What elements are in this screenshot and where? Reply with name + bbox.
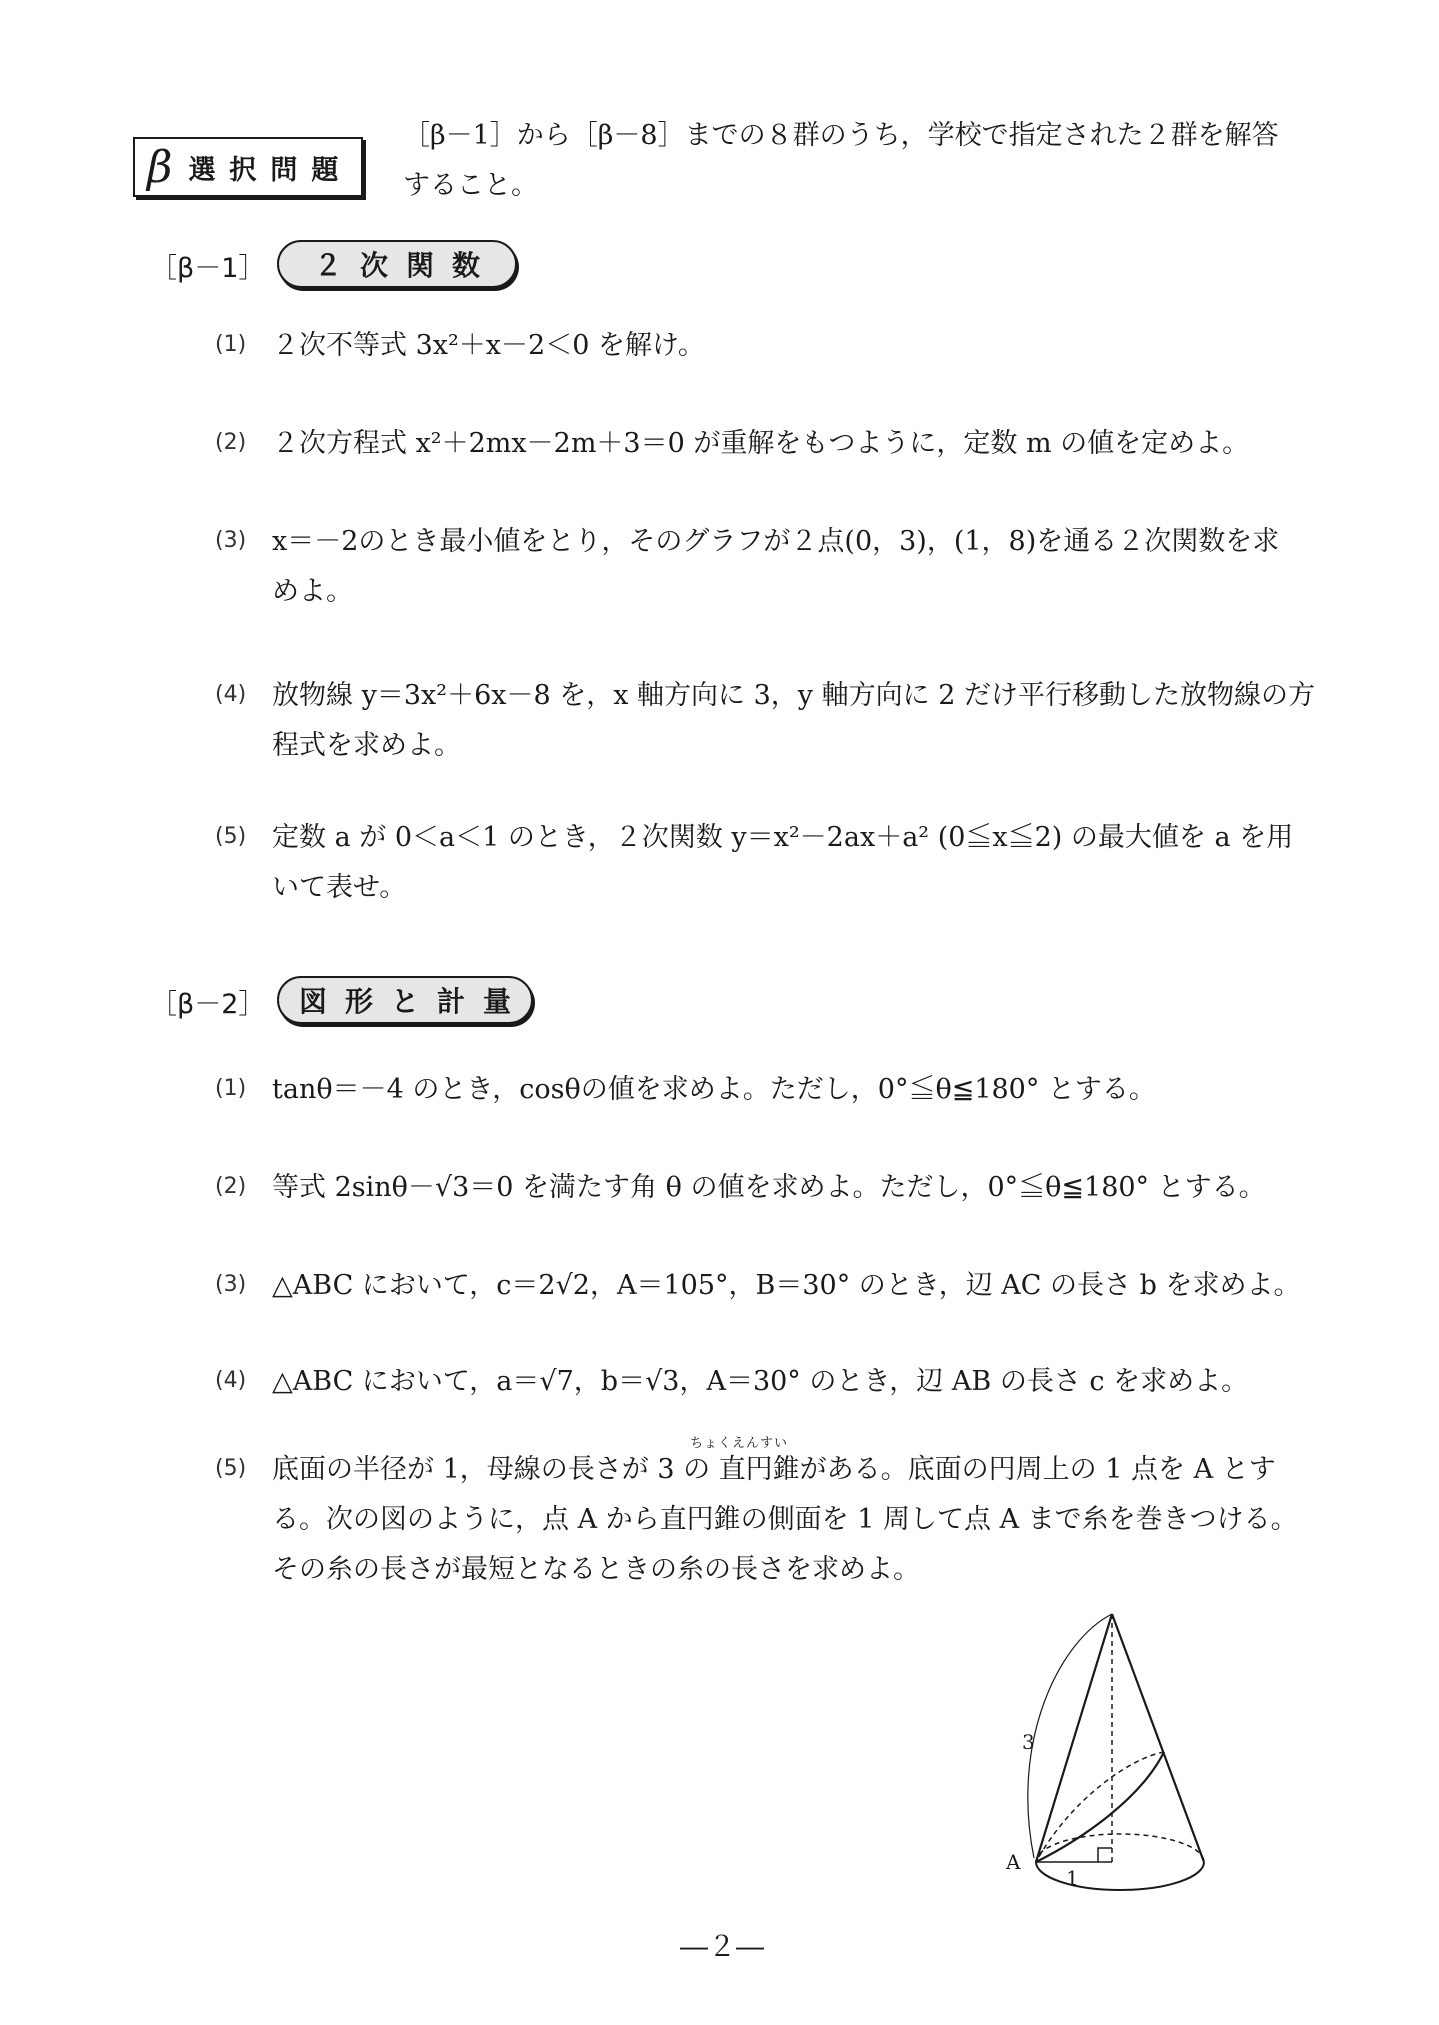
s1-q3-line-2: めよ。 xyxy=(272,576,353,607)
s1-q5-num: (5) xyxy=(215,824,247,849)
cone-left-edge xyxy=(1036,1614,1112,1862)
s2-q3-num: (3) xyxy=(215,1272,247,1297)
section-2-tag: ［β－2］ xyxy=(150,989,266,1020)
beta-label: 選択問題 xyxy=(188,154,353,186)
s2-q5-line-2: る。次の図のように，点 A から直円錐の側面を 1 周して点 A まで糸を巻きつける。 xyxy=(272,1504,1298,1535)
s1-q4-line-2: 程式を求めよ。 xyxy=(272,730,461,761)
s1-q4-num: (4) xyxy=(215,682,247,707)
slant-length-arc xyxy=(1028,1614,1112,1858)
s1-q5-line-1: 定数 a が 0＜a＜1 のとき，２次関数 y＝x²－2ax＋a² (0≦x≦2) の最大値を a を用 xyxy=(272,822,1294,853)
s1-q3-num: (3) xyxy=(215,528,247,553)
right-angle-mark xyxy=(1098,1848,1112,1862)
s1-q2-num: (2) xyxy=(215,430,247,455)
intro-line-2: すること。 xyxy=(403,170,538,201)
beta-symbol: β xyxy=(147,141,173,193)
s2-q1-num: (1) xyxy=(215,1076,247,1101)
string-back xyxy=(1036,1752,1164,1862)
s1-q2-line-1: ２次方程式 x²＋2mx－2m＋3＝0 が重解をもつように，定数 m の値を定めよ。 xyxy=(272,428,1250,459)
s2-q5-line-1: 底面の半径が 1，母線の長さが 3 の 直円錐がある。底面の円周上の 1 点を A とす xyxy=(272,1454,1276,1485)
cone-base-front xyxy=(1036,1862,1204,1890)
radius-label: 1 xyxy=(1066,1866,1079,1890)
s2-q3-line-1: △ABC において，c＝2√2，A＝105°，B＝30° のとき，辺 AC の長さ b を求めよ。 xyxy=(272,1270,1301,1301)
section-1-tag: ［β－1］ xyxy=(150,253,266,284)
intro-line-1: ［β－1］から［β－8］までの８群のうち，学校で指定された２群を解答 xyxy=(403,120,1279,151)
cone-right-edge xyxy=(1112,1614,1204,1862)
s2-q1-line-1: tanθ＝－4 のとき，cosθの値を求めよ。ただし，0°≦θ≦180° とする。 xyxy=(272,1074,1156,1105)
s1-q3-line-1: x＝－2のとき最小値をとり，そのグラフが２点(0，3)，(1，8)を通る２次関数を求 xyxy=(272,526,1280,557)
ruby-chokuensui: ちょくえんすい xyxy=(690,1436,789,1451)
s2-q4-num: (4) xyxy=(215,1368,247,1393)
s1-q1-num: (1) xyxy=(215,332,247,357)
string-front xyxy=(1036,1752,1164,1862)
s2-q2-line-1: 等式 2sinθ－√3＝0 を満たす角 θ の値を求めよ。ただし，0°≦θ≦180° とする。 xyxy=(272,1172,1266,1203)
s2-q2-num: (2) xyxy=(215,1174,247,1199)
point-a-label: A xyxy=(1006,1850,1021,1874)
section-1-title: ２次関数 xyxy=(277,240,517,288)
s1-q4-line-1: 放物線 y＝3x²＋6x－8 を，x 軸方向に 3，y 軸方向に 2 だけ平行移動した放物線の方 xyxy=(272,680,1315,711)
page-number: ―２― xyxy=(680,1930,765,1963)
s1-q1-line-1: ２次不等式 3x²＋x－2＜0 を解け。 xyxy=(272,330,705,361)
s1-q5-line-2: いて表せ。 xyxy=(272,872,407,903)
beta-section-box xyxy=(133,137,363,197)
section-2-title: 図形と計量 xyxy=(277,976,533,1024)
s2-q4-line-1: △ABC において，a＝√7，b＝√3，A＝30° のとき，辺 AB の長さ c を求めよ。 xyxy=(272,1366,1249,1397)
slant-label: 3 xyxy=(1022,1730,1035,1754)
s2-q5-num: (5) xyxy=(215,1456,247,1481)
s2-q5-line-3: その糸の長さが最短となるときの糸の長さを求めよ。 xyxy=(272,1554,920,1585)
